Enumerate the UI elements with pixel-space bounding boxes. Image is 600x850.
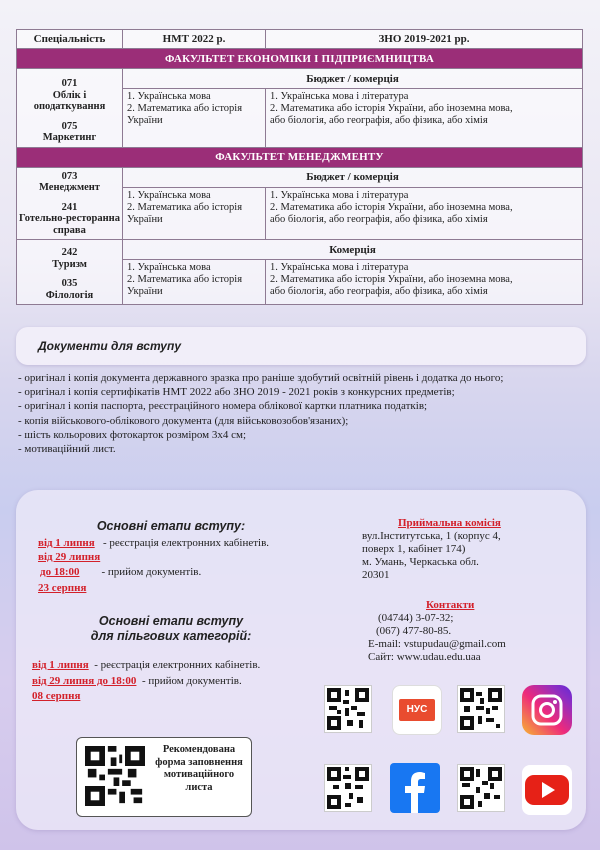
stage-2-date-a — [38, 551, 100, 564]
qr-code-icon[interactable] — [458, 686, 504, 732]
specialty-name: Маркетинг — [42, 132, 97, 143]
subject-line: 2. Математика або історія — [127, 201, 243, 213]
subject-line: України — [127, 213, 163, 225]
subject-line: України — [127, 115, 163, 126]
subject-line: 2. Математика або історія — [127, 274, 243, 285]
benefit-stage-2 — [32, 675, 242, 688]
specialty-name: Облік і оподаткування — [33, 89, 106, 112]
benefit-stages-title — [66, 614, 276, 644]
table-row — [17, 69, 583, 89]
committee-title: Приймальна комісія — [398, 517, 501, 529]
nus-logo-icon[interactable] — [392, 685, 442, 735]
stage-1 — [38, 537, 269, 550]
benefit-title-line: для пільгових категорій: — [90, 629, 252, 643]
contacts-title: Контакти — [426, 599, 475, 611]
zno-subjects — [266, 260, 583, 305]
list-item: - оригінал і копія документа державного зразка про раніше здобутий освітній рівень і додатка до нього; — [18, 372, 504, 384]
header-zno: ЗНО 2019-2021 рр. — [266, 30, 583, 49]
subject-line: або біологія, або географія, або фізика, або хімія — [270, 213, 488, 225]
funding-mode: Комерція — [123, 240, 583, 260]
specialty-code: 242 — [61, 247, 78, 258]
documents-list — [18, 371, 588, 456]
subject-line: 1. Українська мова і література — [270, 189, 409, 201]
subject-line: 1. Українська мова — [127, 189, 211, 201]
funding-mode: Бюджет / комерція — [123, 69, 583, 89]
table-row — [17, 240, 583, 260]
header-nmt: НМТ 2022 р. — [123, 30, 266, 49]
nus-label: НУС — [399, 699, 435, 721]
subject-line: 2. Математика або історія України, або іноземна мова, — [270, 201, 513, 213]
list-item: - мотиваційний лист. — [18, 443, 116, 456]
benefit-title-line: Основні етапи вступу — [98, 614, 244, 628]
faculty-row — [17, 49, 583, 69]
stage-date: 08 серпня — [32, 690, 81, 702]
facebook-icon[interactable] — [390, 763, 440, 813]
qr-code-icon[interactable] — [325, 686, 371, 732]
specialty-code: 035 — [61, 278, 78, 289]
zno-subjects — [266, 187, 583, 240]
subject-line: 1. Українська мова — [127, 262, 211, 273]
benefit-stage-3 — [32, 690, 80, 703]
faculty-row — [17, 147, 583, 167]
stage-date: від 29 липня до 18:00 — [32, 675, 137, 687]
qr-code-icon[interactable] — [325, 765, 371, 811]
specialty-code: 241 — [61, 201, 78, 213]
qr-code-icon[interactable] — [85, 746, 145, 806]
specialty-code: 075 — [61, 120, 78, 132]
subject-line: 1. Українська мова і література — [270, 91, 409, 102]
contacts-block — [368, 599, 568, 664]
funding-mode: Бюджет / комерція — [123, 167, 583, 187]
phone-line: (067) 477-80-85. — [376, 625, 452, 637]
subject-line: 2. Математика або історія — [127, 103, 243, 114]
stages-title: Основні етапи вступу: — [96, 519, 246, 533]
documents-header — [16, 327, 586, 365]
youtube-icon[interactable] — [522, 765, 572, 815]
list-item: - оригінал і копія сертифікатів НМТ 2022 або ЗНО 2019 - 2021 років з конкурсних предметів; — [18, 386, 455, 399]
stage-text: - реєстрація електронних кабінетів. — [102, 537, 270, 549]
website-line[interactable]: Сайт: www.udau.edu.uaa — [368, 651, 481, 663]
stage-date: 23 серпня — [38, 582, 87, 594]
stage-date: від 29 липня — [38, 551, 101, 563]
faculty-title: ФАКУЛЬТЕТ ЕКОНОМІКИ І ПІДПРИЄМНИЦТВА — [17, 49, 583, 69]
stage-text: - прийом документів. — [101, 566, 202, 578]
stage-text: - прийом документів. — [141, 675, 242, 687]
subject-line: 2. Математика або історія України, або іноземна мова, — [270, 103, 513, 114]
header-specialty: Спеціальність — [17, 30, 123, 49]
nmt-subjects — [123, 260, 266, 305]
specialty-cell — [17, 240, 123, 305]
list-item: - шість кольорових фотокарток розміром 3х4 см; — [18, 428, 247, 441]
faculty-title: ФАКУЛЬТЕТ МЕНЕДЖМЕНТУ — [17, 147, 583, 167]
address-line: поверх 1, кабінет 174) — [362, 543, 466, 555]
list-item: - копія військового-облікового документа (для військовозобов'язаних); — [18, 414, 349, 427]
recommendation-text: Рекомендована форма заповнення мотиваційного листа — [155, 744, 243, 793]
subject-line: України — [127, 286, 163, 297]
subject-line: або біологія, або географія, або фізика, або хімія — [270, 115, 488, 126]
specialty-name: Готельно-ресторанна справа — [19, 213, 120, 236]
specialty-name: Менеджмент — [39, 182, 100, 193]
table-header-row — [17, 30, 583, 49]
admission-table — [16, 29, 583, 305]
specialty-cell — [17, 69, 123, 148]
stage-date: від 1 липня — [32, 659, 89, 671]
address-line: м. Умань, Черкаська обл. — [362, 556, 479, 568]
address-line: 20301 — [362, 569, 390, 581]
nmt-subjects — [123, 187, 266, 240]
stage-date: від 1 липня — [38, 537, 95, 549]
specialty-cell — [17, 167, 123, 240]
benefit-stage-1 — [32, 659, 260, 672]
committee-block — [362, 517, 562, 582]
zno-subjects — [266, 89, 583, 148]
table-row — [17, 167, 583, 187]
specialty-name: Туризм — [52, 258, 87, 270]
subject-line: 2. Математика або історія України, або іноземна мова, — [270, 274, 513, 285]
stage-2 — [40, 566, 201, 579]
list-item: - оригінал і копія паспорта, реєстраційного номера облікової картки платника податків; — [18, 400, 428, 413]
specialty-code: 071 — [61, 78, 78, 89]
instagram-icon[interactable] — [522, 685, 572, 735]
recommendation-box — [76, 737, 252, 817]
email-line[interactable]: E-mail: vstupudau@gmail.com — [368, 638, 506, 650]
stage-date: до 18:00 — [40, 566, 80, 578]
address-line: вул.Інститутська, 1 (корпус 4, — [362, 530, 501, 542]
subject-line: 1. Українська мова і література — [270, 262, 409, 273]
specialty-name: Філологія — [45, 289, 94, 301]
stage-3 — [38, 582, 86, 595]
phone-line: (04744) 3-07-32; — [378, 612, 454, 624]
subject-line: або біологія, або географія, або фізика, або хімія — [270, 286, 488, 297]
documents-title: Документи для вступу — [38, 339, 181, 353]
nmt-subjects — [123, 89, 266, 148]
subject-line: 1. Українська мова — [127, 91, 211, 102]
specialty-code: 073 — [61, 170, 78, 182]
qr-code-icon[interactable] — [458, 765, 504, 811]
stage-text: - реєстрація електронних кабінетів. — [94, 659, 261, 671]
